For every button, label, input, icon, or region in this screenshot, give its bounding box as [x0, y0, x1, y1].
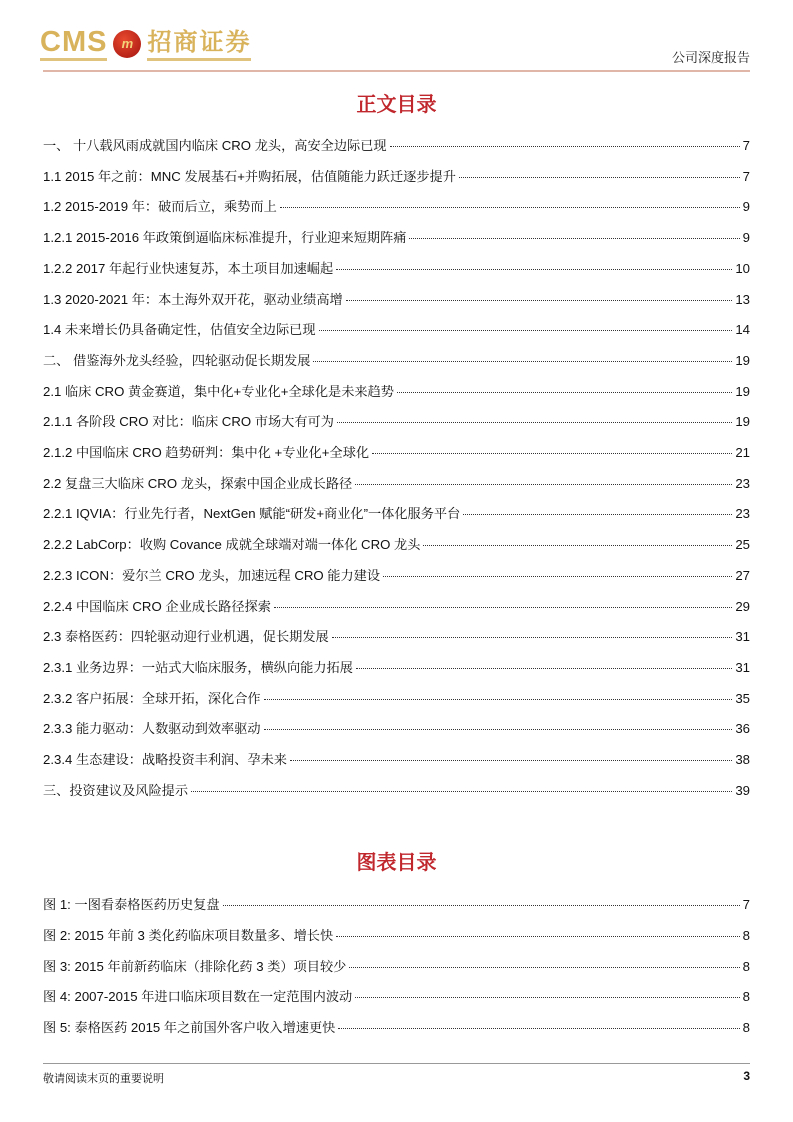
toc-entry[interactable] [43, 688, 750, 706]
toc-entry[interactable] [43, 289, 750, 307]
dot-leader [423, 545, 732, 546]
figure-entry[interactable] [43, 894, 750, 912]
entry-page: 8 [742, 927, 750, 943]
entry-page: 7 [742, 168, 750, 184]
dot-leader [336, 936, 739, 937]
toc-entry[interactable] [43, 473, 750, 491]
dot-leader [280, 207, 740, 208]
toc-entry[interactable] [43, 196, 750, 214]
toc-entry[interactable] [43, 749, 750, 767]
entry-label: 2.3 泰格医药：四轮驱动迎行业机遇，促长期发展 [43, 629, 329, 645]
toc-entry[interactable] [43, 503, 750, 521]
dot-leader [397, 392, 732, 393]
entry-label: 2.3.3 能力驱动：人数驱动到效率驱动 [43, 721, 261, 737]
logo-chinese: 招商证券 [147, 26, 251, 61]
dot-leader [274, 607, 732, 608]
entry-page: 19 [735, 352, 750, 368]
entry-label: 2.2 复盘三大临床 CRO 龙头，探索中国企业成长路径 [43, 475, 353, 491]
dot-leader [223, 905, 740, 906]
entry-label: 1.2.1 2015-2016 年政策倒逼临床标准提升，行业迎来短期阵痛 [43, 230, 407, 246]
figure-entry[interactable] [43, 925, 750, 943]
toc-entry[interactable] [43, 718, 750, 736]
entry-page: 23 [735, 506, 750, 522]
entry-label: 2.3.1 业务边界：一站式大临床服务，横纵向能力拓展 [43, 659, 353, 675]
entry-label: 1.2 2015-2019 年：破而后立，乘势而上 [43, 199, 277, 215]
logo-text: CMS [40, 26, 107, 61]
entry-label: 图 1: 一图看泰格医药历史复盘 [43, 897, 220, 912]
toc-entry[interactable] [43, 442, 750, 460]
footer-note: 敬请阅读末页的重要说明 [43, 1073, 164, 1085]
entry-label: 2.2.1 IQVIA：行业先行者，NextGen 赋能“研发+商业化”一体化服务平台 [43, 506, 461, 522]
dot-leader [191, 791, 732, 792]
toc-entry[interactable] [43, 780, 750, 798]
entry-label: 1.3 2020-2021 年：本土海外双开花，驱动业绩高增 [43, 291, 343, 307]
entry-page: 7 [742, 138, 750, 153]
dot-leader [409, 238, 739, 239]
dot-leader [290, 760, 732, 761]
dot-leader [313, 361, 732, 362]
entry-label: 图 4: 2007-2015 年进口临床项目数在一定范围内波动 [43, 989, 353, 1005]
toc-entry[interactable] [43, 350, 750, 368]
toc-entry[interactable] [43, 565, 750, 583]
page-number: 3 [743, 1069, 750, 1083]
report-type: 公司深度报告 [671, 50, 750, 65]
entry-page: 38 [735, 752, 750, 767]
entry-label: 2.1.2 中国临床 CRO 趋势研判：集中化 +专业化+全球化 [43, 445, 370, 460]
entry-page: 21 [735, 445, 750, 460]
dot-leader [355, 484, 732, 485]
entry-page: 8 [742, 1020, 750, 1035]
entry-label: 图 5: 泰格医药 2015 年之前国外客户收入增速更快 [43, 1020, 336, 1035]
dot-leader [319, 330, 733, 331]
entry-label: 图 2: 2015 年前 3 类化药临床项目数量多、增长快 [43, 927, 334, 943]
entry-label: 2.2.3 ICON：爱尔兰 CRO 龙头，加速远程 CRO 能力建设 [43, 567, 381, 583]
toc-entry[interactable] [43, 319, 750, 337]
entry-page: 19 [735, 414, 750, 430]
dot-leader [459, 177, 740, 178]
entry-label: 图 3: 2015 年前新药临床（排除化药 3 类）项目较少 [43, 958, 347, 974]
entry-page: 35 [735, 690, 750, 706]
entry-label: 2.3.4 生态建设：战略投资丰利润、孕未来 [43, 752, 287, 767]
dot-leader [390, 146, 740, 147]
toc-entry[interactable] [43, 626, 750, 644]
toc-entry[interactable] [43, 534, 750, 552]
header-divider [43, 70, 750, 72]
entry-label: 2.1 临床 CRO 黄金赛道，集中化+专业化+全球化是未来趋势 [43, 383, 394, 399]
toc-entry[interactable] [43, 596, 750, 614]
dot-leader [463, 514, 732, 515]
toc-entry[interactable] [43, 411, 750, 429]
entry-label: 2.2.2 LabCorp：收购 Covance 成就全球端对端一体化 CRO 龙头 [43, 537, 421, 553]
dot-leader [383, 576, 732, 577]
logo-emblem-icon: m [113, 30, 141, 58]
toc-entry[interactable] [43, 258, 750, 276]
dot-leader [264, 729, 733, 730]
entry-page: 8 [742, 989, 750, 1005]
entry-page: 10 [735, 260, 750, 276]
entry-page: 9 [742, 199, 750, 215]
dot-leader [264, 699, 733, 700]
entry-page: 29 [735, 598, 750, 614]
entry-page: 9 [742, 230, 750, 246]
footer-divider [43, 1063, 750, 1064]
figure-entry[interactable] [43, 956, 750, 974]
dot-leader [337, 422, 732, 423]
toc-entry[interactable] [43, 135, 750, 153]
entry-page: 31 [735, 659, 750, 675]
toc-entry[interactable] [43, 381, 750, 399]
dot-leader [346, 300, 733, 301]
entry-page: 36 [735, 721, 750, 737]
toc-entry[interactable] [43, 166, 750, 184]
entry-page: 31 [735, 629, 750, 645]
dot-leader [336, 269, 732, 270]
entry-label: 二、 借鉴海外龙头经验，四轮驱动促长期发展 [43, 352, 311, 368]
entry-label: 三、投资建议及风险提示 [43, 782, 189, 798]
entry-page: 8 [742, 958, 750, 974]
entry-label: 2.2.4 中国临床 CRO 企业成长路径探索 [43, 598, 271, 614]
dot-leader [356, 668, 732, 669]
dot-leader [332, 637, 733, 638]
entry-page: 14 [735, 322, 750, 338]
figures-title: 图表目录 [356, 850, 437, 874]
entry-label: 2.1.1 各阶段 CRO 对比：临床 CRO 市场大有可为 [43, 414, 334, 430]
entry-label: 1.4 未来增长仍具备确定性，估值安全边际已现 [43, 322, 316, 338]
figure-entry[interactable] [43, 986, 750, 1004]
entry-label: 2.3.2 客户拓展：全球开拓，深化合作 [43, 690, 261, 706]
toc-entry[interactable] [43, 227, 750, 245]
entry-label: 1.2.2 2017 年起行业快速复苏，本土项目加速崛起 [43, 260, 334, 276]
company-logo [40, 26, 251, 61]
entry-page: 13 [735, 291, 750, 307]
entry-page: 7 [742, 897, 750, 912]
figure-entry[interactable] [43, 1017, 750, 1035]
dot-leader [338, 1028, 739, 1029]
entry-label: 1.1 2015 年之前：MNC 发展基石+并购拓展，估值随能力跃迁逐步提升 [43, 168, 456, 184]
entry-label: 一、 十八载风雨成就国内临床 CRO 龙头，高安全边际已现 [43, 138, 387, 153]
entry-page: 25 [735, 537, 750, 553]
entry-page: 23 [735, 475, 750, 491]
entry-page: 19 [735, 383, 750, 399]
dot-leader [349, 967, 739, 968]
toc-title: 正文目录 [356, 92, 437, 116]
dot-leader [355, 997, 739, 998]
entry-page: 39 [735, 782, 750, 798]
dot-leader [372, 453, 732, 454]
toc-entry[interactable] [43, 657, 750, 675]
entry-page: 27 [735, 567, 750, 583]
